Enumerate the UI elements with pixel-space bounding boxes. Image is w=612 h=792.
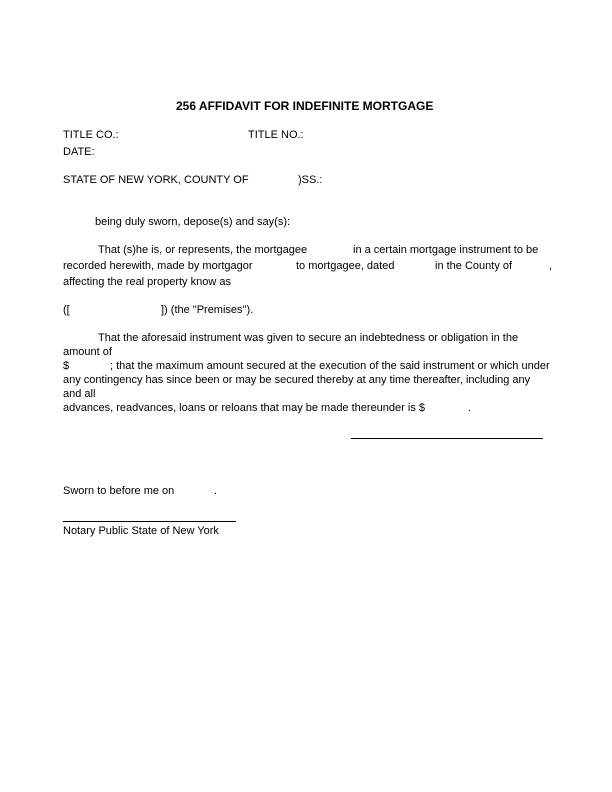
notary-label: Notary Public State of New York (63, 525, 219, 537)
notary-signature-line (63, 521, 236, 522)
para1-line2d: , (549, 260, 553, 272)
ss-label: )SS.: (298, 174, 323, 186)
para1-line2b: to mortgagee, dated (296, 260, 395, 272)
para2-line4: any contingency has since been or may be secured thereby at any time thereafter, including any (63, 374, 531, 386)
state-county-label: STATE OF NEW YORK, COUNTY OF (63, 174, 249, 186)
para1-line3: affecting the real property know as (63, 276, 231, 288)
para1-line1a: That (s)he is, or represents, the mortgagee (98, 244, 308, 256)
premises-close: ]) (the "Premises"). (161, 304, 254, 316)
signature-line (351, 438, 543, 439)
para1-line1b: in a certain mortgage instrument to be (353, 244, 539, 256)
title-no-label: TITLE NO.: (248, 129, 304, 141)
premises-open: ([ (63, 304, 70, 316)
para1-line2c: in the County of (435, 260, 513, 272)
para2-line6a: advances, readvances, loans or reloans that may be made thereunder is $ (63, 402, 425, 414)
sworn-intro: being duly sworn, depose(s) and say(s): (95, 216, 291, 228)
document-title: 256 AFFIDAVIT FOR INDEFINITE MORTGAGE (176, 99, 434, 113)
title-co-label: TITLE CO.: (63, 129, 119, 141)
para1-line2a: recorded herewith, made by mortgagor (63, 260, 253, 272)
sworn-before-end: . (214, 485, 218, 497)
para2-line3b: ; that the maximum amount secured at the execution of the said instrument or which under (110, 360, 550, 372)
para2-line6b: . (468, 402, 472, 414)
para2-line2: amount of (63, 346, 112, 358)
para2-line3a: $ (63, 360, 70, 372)
para2-line5: and all (63, 388, 96, 400)
date-label: DATE: (63, 146, 95, 158)
para2-line1: That the aforesaid instrument was given to secure an indebtedness or obligation in the (98, 332, 519, 344)
sworn-before: Sworn to before me on (63, 485, 175, 497)
